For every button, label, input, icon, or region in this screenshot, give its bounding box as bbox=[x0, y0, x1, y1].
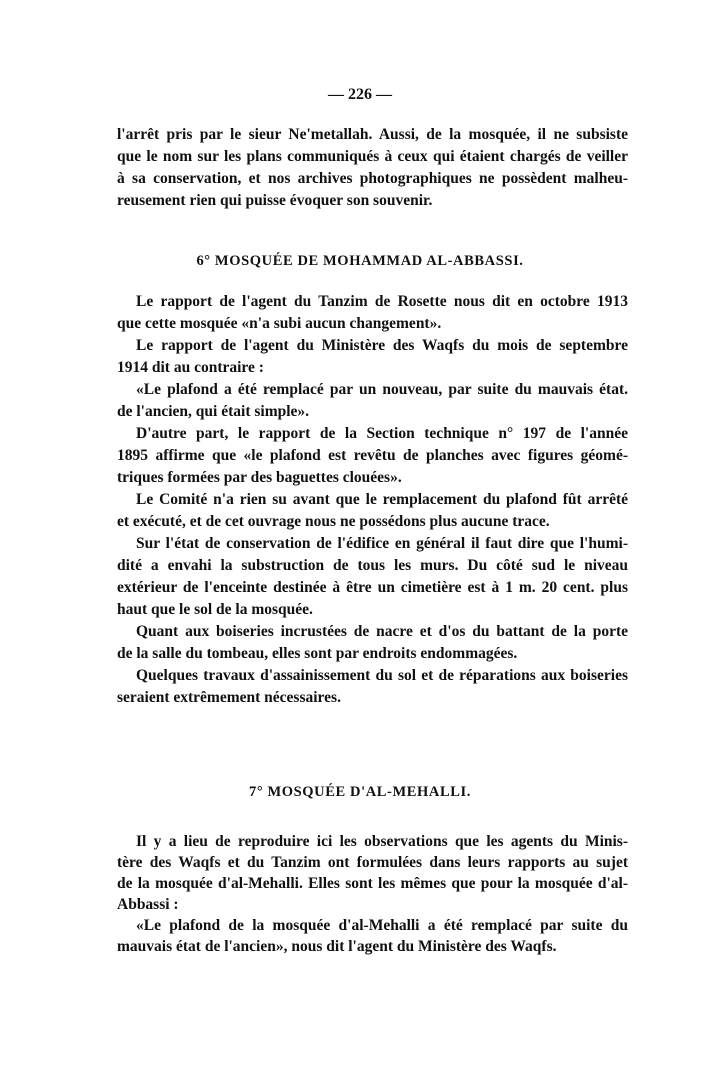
text-line: de la salle du tombeau, elles sont par endroits endommagées. bbox=[117, 645, 518, 662]
text-line: mauvais état de l'ancien», nous dit l'agent du Ministère des Waqfs. bbox=[117, 938, 557, 955]
page-number: — 226 — bbox=[328, 86, 392, 103]
text-line: que le nom sur les plans communiqués à ceux qui étaient chargés de veiller bbox=[117, 148, 628, 165]
text-line: reusement rien qui puisse évoquer son souvenir. bbox=[117, 192, 433, 209]
text-line: D'autre part, le rapport de la Section technique n° 197 de l'année bbox=[136, 425, 628, 442]
text-line: à sa conservation, et nos archives photographiques ne possèdent malheu- bbox=[117, 170, 628, 187]
section-heading-7: 7° MOSQUÉE D'AL-MEHALLI. bbox=[248, 784, 471, 800]
text-line: Abbassi : bbox=[117, 896, 179, 913]
text-line: seraient extrêmement nécessaires. bbox=[117, 689, 341, 706]
text-line: que cette mosquée «n'a subi aucun changement». bbox=[117, 315, 442, 332]
text-line: de la mosquée d'al-Mehalli. Elles sont les mêmes que pour la mosquée d'al- bbox=[117, 875, 628, 892]
text-line: tère des Waqfs et du Tanzim ont formulées dans leurs rapports au sujet bbox=[117, 854, 628, 871]
section-heading-6: 6° MOSQUÉE DE MOHAMMAD AL-ABBASSI. bbox=[196, 253, 524, 269]
text-line: Quant aux boiseries incrustées de nacre et d'os du battant de la porte bbox=[136, 623, 628, 640]
text-line: haut que le sol de la mosquée. bbox=[117, 601, 313, 618]
text-line: 1895 affirme que «le plafond est revêtu de planches avec figures géomé- bbox=[117, 447, 628, 464]
text-line: 1914 dit au contraire : bbox=[117, 359, 264, 376]
text-line: Il y a lieu de reproduire ici les observations que les agents du Minis- bbox=[136, 833, 628, 850]
text-line: Le rapport de l'agent du Ministère des Waqfs du mois de septembre bbox=[136, 337, 628, 354]
text-line: «Le plafond a été remplacé par un nouveau, par suite du mauvais état. bbox=[136, 381, 628, 398]
text-line: extérieur de l'enceinte destinée à être un cimetière est à 1 m. 20 cent. plus bbox=[117, 579, 628, 596]
text-line: «Le plafond de la mosquée d'al-Mehalli a été remplacé par suite du bbox=[136, 917, 628, 934]
paragraph-block-intro bbox=[117, 124, 628, 212]
text-line: de l'ancien, qui était simple». bbox=[117, 403, 310, 420]
text-line: triques formées par des baguettes clouées». bbox=[117, 469, 402, 486]
text-line: Le rapport de l'agent du Tanzim de Rosette nous dit en octobre 1913 bbox=[136, 293, 628, 310]
paragraph-block-section-6 bbox=[117, 291, 628, 709]
paragraph-block-section-7 bbox=[117, 831, 628, 957]
text-line: Quelques travaux d'assainissement du sol et de réparations aux boiseries bbox=[136, 667, 628, 684]
text-line: dité a envahi la substruction de tous les murs. Du côté sud le niveau bbox=[117, 557, 628, 574]
text-line: l'arrêt pris par le sieur Ne'metallah. Aussi, de la mosquée, il ne subsiste bbox=[117, 126, 628, 143]
text-line: et exécuté, et de cet ouvrage nous ne possédons plus aucune trace. bbox=[117, 513, 550, 530]
text-line: Sur l'état de conservation de l'édifice en général il faut dire que l'humi- bbox=[136, 535, 628, 552]
text-line: Le Comité n'a rien su avant que le remplacement du plafond fût arrêté bbox=[136, 491, 628, 508]
